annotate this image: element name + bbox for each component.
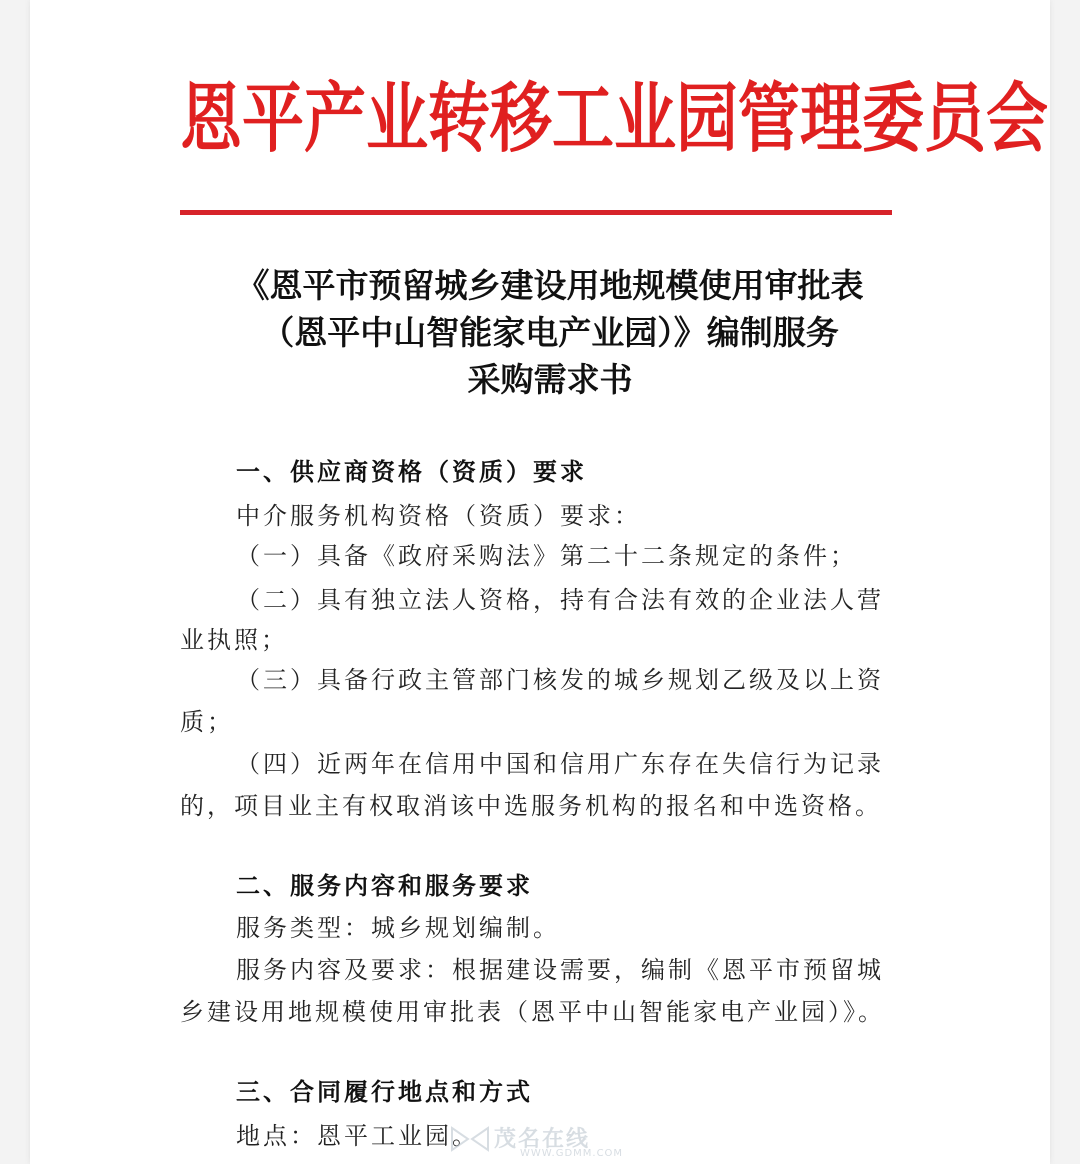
red-divider bbox=[180, 210, 892, 215]
document-title-line-3: 采购需求书 bbox=[467, 360, 633, 399]
section-1-intro: 中介服务机构资格（资质）要求： bbox=[236, 502, 641, 530]
section-1-item-2-line-1: （二）具有独立法人资格，持有合法有效的企业法人营 bbox=[236, 586, 884, 614]
section-3-location: 地点：恩平工业园。 bbox=[236, 1122, 479, 1150]
section-1-item-4-line-2: 的，项目业主有权取消该中选服务机构的报名和中选资格。 bbox=[180, 792, 882, 820]
watermark-url: WWW.GDMM.COM bbox=[520, 1148, 624, 1159]
document-title-line-2: （恩平中山智能家电产业园）》编制服务 bbox=[261, 313, 839, 352]
section-1-item-4-line-1: （四）近两年在信用中国和信用广东存在失信行为记录 bbox=[236, 750, 884, 778]
watermark-brand: 茂名在线 bbox=[494, 1127, 591, 1152]
section-2-heading: 二、服务内容和服务要求 bbox=[236, 872, 533, 900]
section-1-item-1: （一）具备《政府采购法》第二十二条规定的条件； bbox=[236, 542, 857, 570]
section-1-item-3-line-1: （三）具备行政主管部门核发的城乡规划乙级及以上资 bbox=[236, 666, 884, 694]
organization-header: 恩平产业转移工业园管理委员会 bbox=[180, 73, 1049, 164]
section-2-service-type: 服务类型：城乡规划编制。 bbox=[236, 914, 560, 942]
document-page bbox=[30, 0, 1050, 1164]
document-title bbox=[150, 262, 950, 403]
watermark bbox=[450, 1118, 650, 1164]
section-2-content-line-2: 乡建设用地规模使用审批表（恩平中山智能家电产业园）》。 bbox=[180, 998, 885, 1026]
section-1-heading: 一、供应商资格（资质）要求 bbox=[236, 458, 587, 486]
watermark-logo-icon bbox=[450, 1124, 490, 1154]
document-title-line-1: 《恩平市预留城乡建设用地规模使用审批表 bbox=[236, 266, 864, 305]
section-1-item-3-line-2: 质； bbox=[180, 708, 234, 736]
section-3-heading: 三、合同履行地点和方式 bbox=[236, 1078, 533, 1106]
section-1-item-2-line-2: 业执照； bbox=[180, 626, 288, 654]
section-2-content-line-1: 服务内容及要求：根据建设需要，编制《恩平市预留城 bbox=[236, 956, 884, 984]
